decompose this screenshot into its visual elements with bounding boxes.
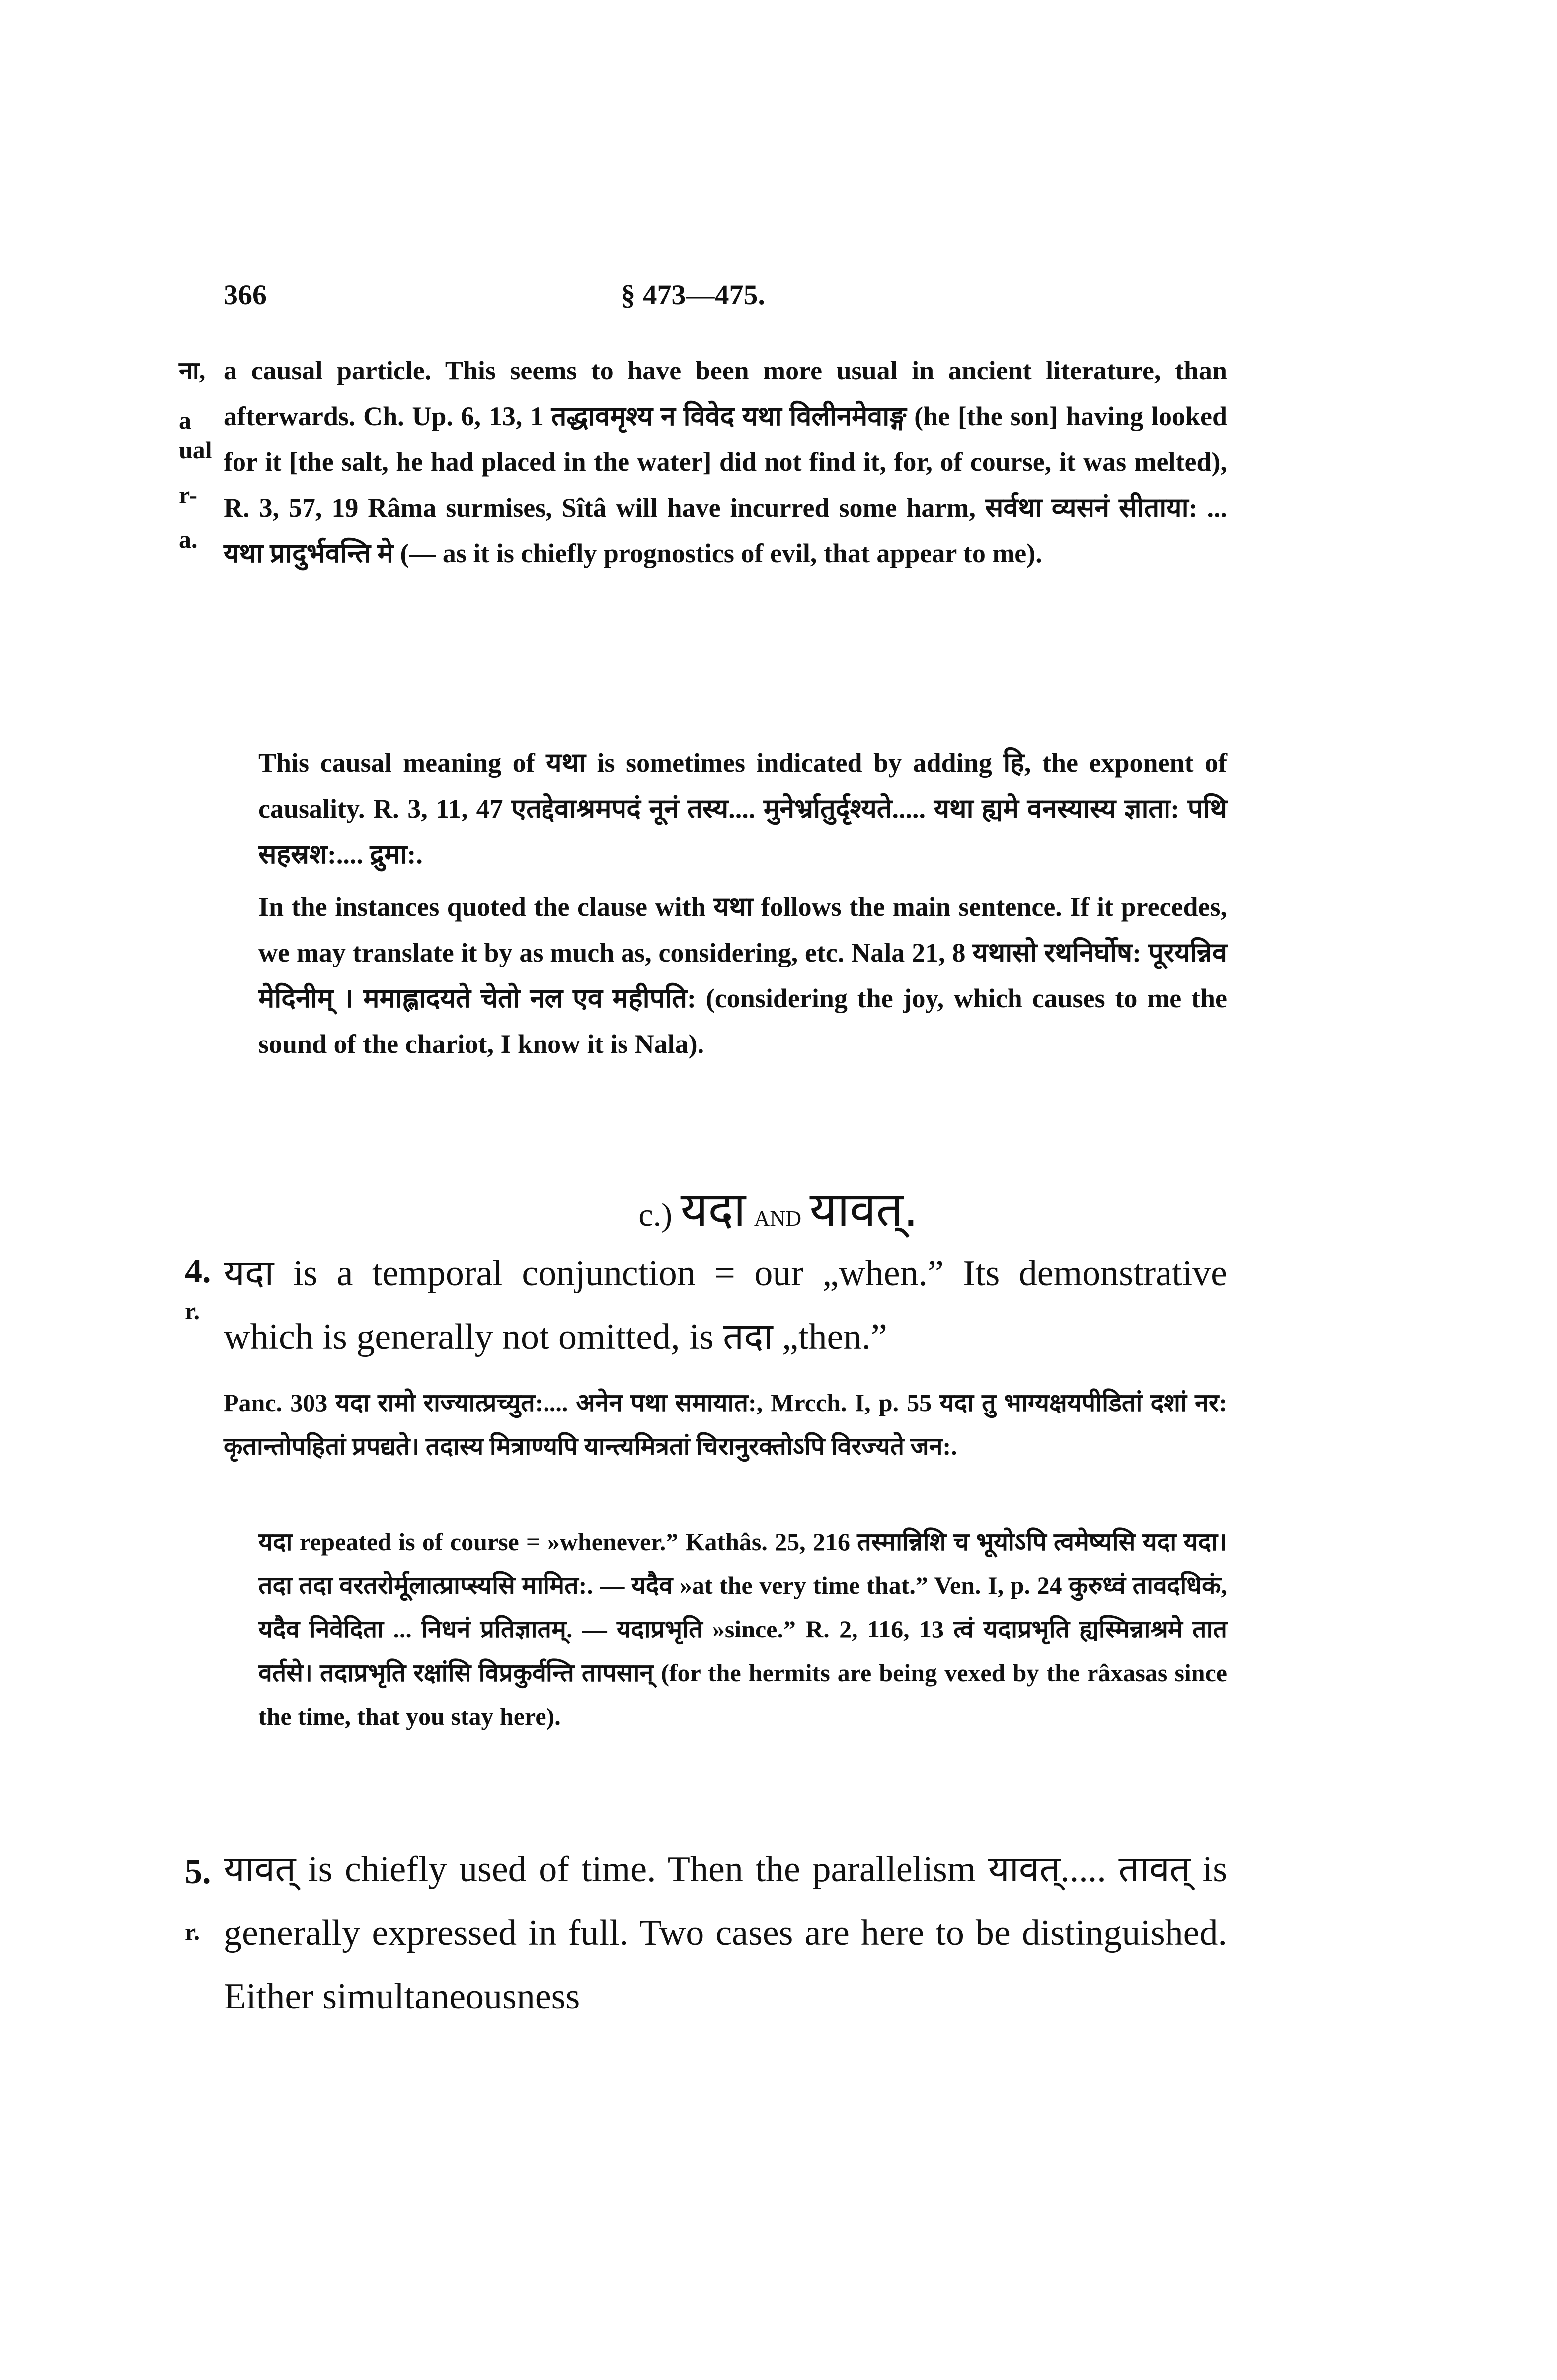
- margin-note: a: [179, 406, 191, 434]
- margin-note: r-: [179, 481, 197, 509]
- paragraph-text: a causal particle. This seems to have been more usual in ancient literature, than afterwards. Ch. Up. 6, 13, 1 तद्धावमृश्य न विवेद यथा विलीनमेवाङ्ग (he [the son] having looked for it [the salt, he had placed in the water] did not find it, for, of course, it was melted), R. 3, 57, 19 Râma surmises, Sîtâ will have incurred some harm, सर्वथा व्यसनं सीताया: ... यथा प्रादुर्भवन्ति मे (— as it is chiefly prognostics of evil, that appear to me).: [224, 356, 1227, 568]
- paragraph-text: यदा repeated is of course = »whenever.” Kathâs. 25, 216 तस्मान्निशि च भूयोऽपि त्वमेष्यसि यदा यदा। तदा तदा वरतरोर्मूलात्प्राप्स्यसि मामित:. — यदैव »at the very time that.” Ven. I, p. 24 कुरुध्वं तावदधिकं, यदैव निवेदिता ... निधनं प्रतिज्ञातम्. — यदाप्रभृति »since.” R. 2, 116, 13 त्वं यदाप्रभृति ह्यस्मिन्नाश्रमे तात वर्तसे। तदाप्रभृति रक्षांसि विप्रकुर्वन्ति तापसान् (for the hermits are being vexed by the râxasas since the time, that you stay here).: [258, 1528, 1227, 1730]
- paragraph-yavat: [224, 1838, 1227, 2028]
- subsection-and: AND: [754, 1206, 801, 1231]
- section-heading: § 473—475.: [621, 279, 765, 311]
- subsection-word-yada: यदा: [680, 1182, 746, 1237]
- subsection-label: c.): [638, 1197, 673, 1233]
- paragraph-text: Panc. 303 यदा रामो राज्यात्प्रच्युत:.... अनेन पथा समायात:, Mrcch. I, p. 55 यदा तु भाग्यक्षयपीडितां दशां नर: कृतान्तोपहितां प्रपद्यते। तदास्य मित्राण्यपि यान्त्यमित्रतां चिरानुरक्तोऽपि विरज्यते जन:.: [224, 1389, 1227, 1460]
- page-number: 366: [224, 279, 267, 311]
- paragraph-instances: [224, 884, 1227, 1067]
- section-number: r.: [185, 1918, 200, 1945]
- subsection-title: [0, 1182, 1557, 1246]
- paragraph-text: In the instances quoted the clause with यथा follows the main sentence. If it precedes, we may translate it by as much as, considering, etc. Nala 21, 8 यथासो रथनिर्घोष: पूरयन्निव मेदिनीम् । ममाह्लादयते चेतो नल एव महीपति: (considering the joy, which causes to me the sound of the chariot, I know it is Nala).: [258, 892, 1227, 1059]
- paragraph-yada: [224, 1242, 1227, 1369]
- paragraph-causal-particle: [224, 348, 1227, 576]
- section-number: 5.: [185, 1853, 211, 1891]
- section-number: r.: [185, 1297, 200, 1325]
- margin-note: a.: [179, 525, 198, 553]
- paragraph-text: This causal meaning of यथा is sometimes indicated by adding हि, the exponent of causality. R. 3, 11, 47 एतद्देवाश्रमपदं नूनं तस्य.... मुनेर्भ्रातुर्दृश्यते..... यथा ह्यमे वनस्यास्य ज्ञाता: पथि सहस्रश:.... द्रुमा:.: [258, 748, 1227, 869]
- margin-note: ना,: [179, 357, 206, 384]
- margin-note: ual: [179, 436, 212, 464]
- paragraph-examples: [224, 1381, 1227, 1468]
- page-header: [224, 278, 1212, 323]
- paragraph-causal-meaning: [224, 740, 1227, 877]
- subsection-word-yavat: यावत्.: [809, 1182, 919, 1237]
- section-number: 4.: [185, 1252, 211, 1290]
- paragraph-text: यदा is a temporal conjunction = our „when.” Its demonstrative which is generally not omitted, is तदा „then.”: [224, 1253, 1227, 1357]
- paragraph-text: यावत् is chiefly used of time. Then the parallelism यावत्..... तावत् is generally expressed in full. Two cases are here to be distinguished. Either simultaneousness: [224, 1849, 1227, 2017]
- paragraph-yada-repeated: [224, 1520, 1227, 1738]
